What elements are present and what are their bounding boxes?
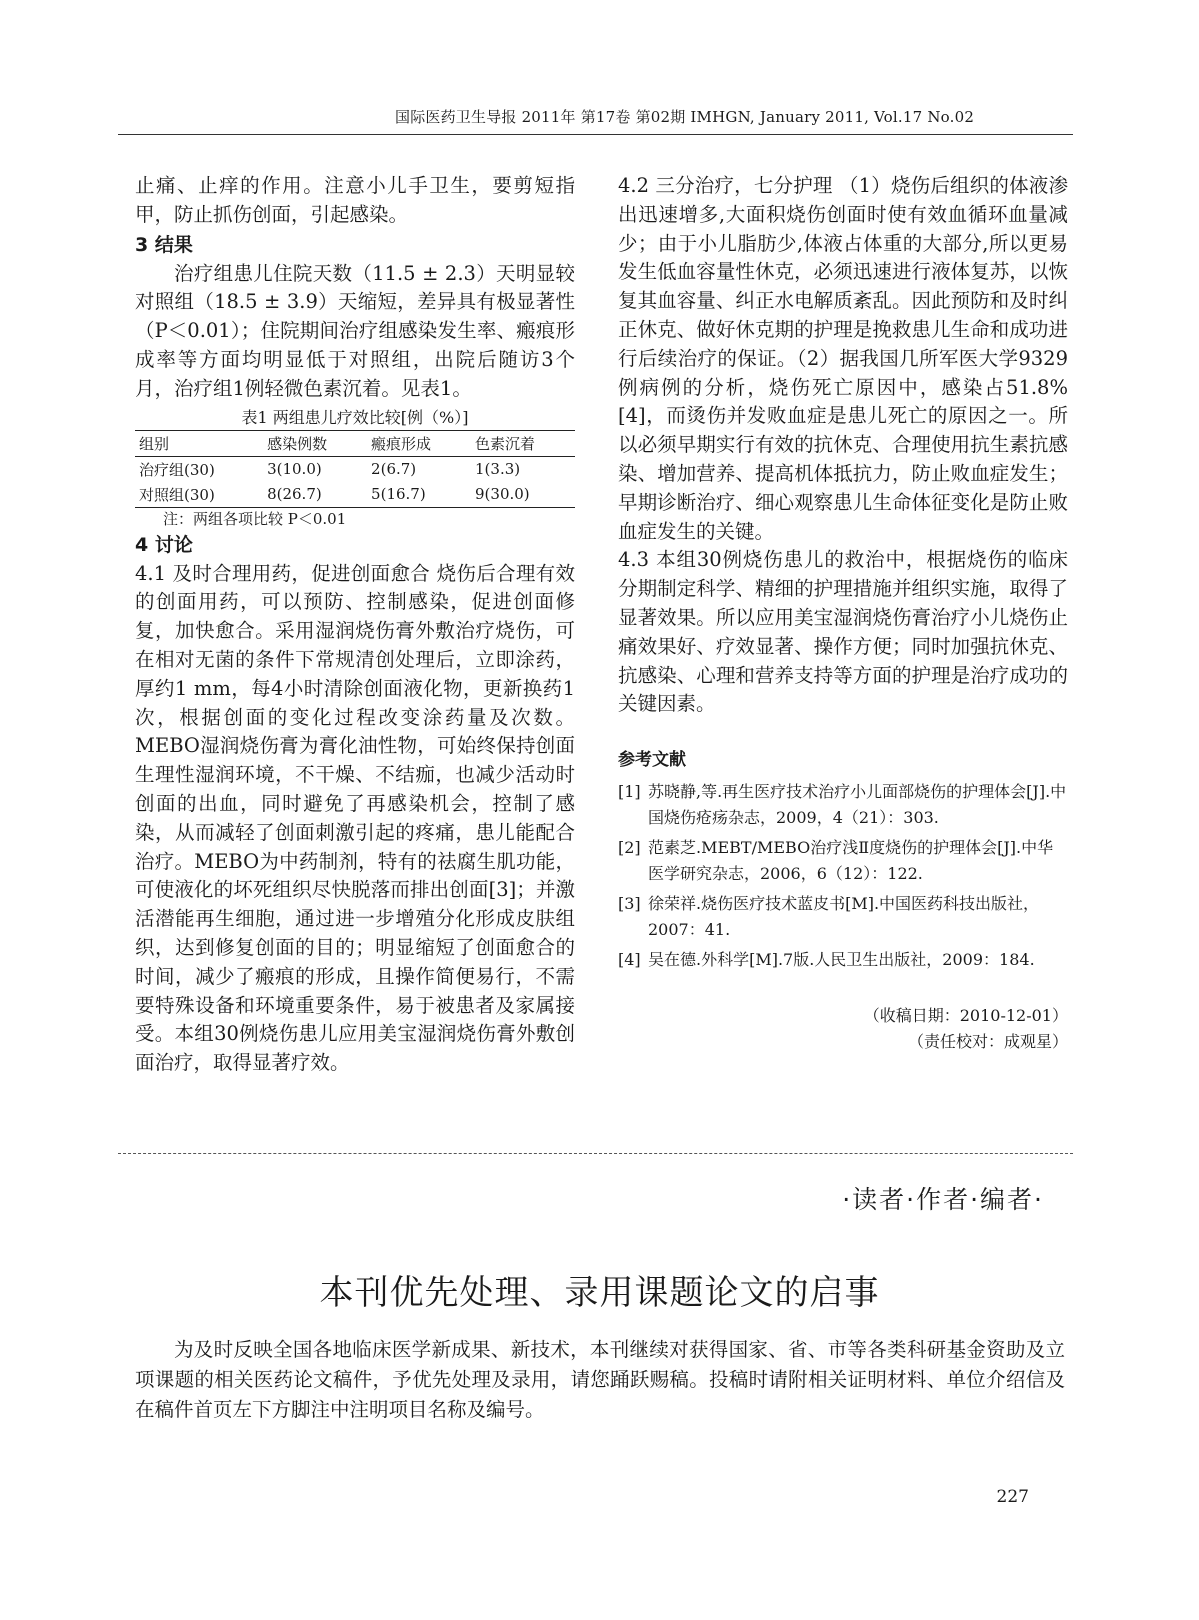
page-number: 227 (996, 1487, 1029, 1507)
section-4-title: 4 讨论 (135, 533, 193, 556)
table-note: 注：两组各项比较 P＜0.01 (163, 509, 347, 528)
table-cell: 9(30.0) (475, 485, 530, 504)
reference-item (618, 947, 1068, 973)
reference-item (618, 835, 1068, 887)
table-cell: 治疗组(30) (139, 460, 215, 479)
section-tag: ·读者·作者·编者· (842, 1185, 1044, 1214)
section-4-2-paragraph: 4.2 三分治疗，七分护理 （1）烧伤后组织的体液渗出迅速增多,大面积烧伤创面时使有效血循环血量减少；由于小儿脂肪少,体液占体重的大部分,所以更易发生低血容量性休克，必须迅速进行液体复苏，以恢复其血容量、纠正水电解质紊乱。因此预防和及时纠正休克、做好休克期的护理是挽救患儿生命和成功进行后续治疗的保证。（2）据我国几所军医大学9329例病例的分析，烧伤死亡原因中，感染占51.8%[4]，而烫伤并发败血症是患儿死亡的原因之一。所以必须早期实行有效的抗休克、合理使用抗生素抗感染、增加营养、提高机体抵抗力，防止败血症发生；早期诊断治疗、细心观察患儿生命体征变化是防止败血症发生的关键。 (618, 174, 1068, 543)
table-cell: 2(6.7) (371, 460, 417, 479)
table-cell: 1(3.3) (475, 460, 521, 479)
table-row (135, 482, 575, 508)
table-cell: 3(10.0) (267, 460, 322, 479)
table-header-cell: 组别 (135, 430, 263, 456)
reference-number: [3] (618, 894, 641, 914)
section-4-3-paragraph: 4.3 本组30例烧伤患儿的救治中，根据烧伤的临床分期制定科学、精细的护理措施并组织实施，取得了显著效果。所以应用美宝湿润烧伤膏治疗小儿烧伤止痛效果好、疗效显著、操作方便；同时加强抗休克、抗感染、心理和营养支持等方面的护理是治疗成功的关键因素。 (618, 548, 1068, 716)
left-column (135, 172, 575, 1078)
table-header-cell: 色素沉着 (471, 430, 575, 456)
table-cell: 5(16.7) (371, 485, 426, 504)
reference-number: [2] (618, 838, 641, 858)
right-column (618, 172, 1068, 1055)
table-header-cell: 感染例数 (263, 430, 367, 456)
running-header: 国际医药卫生导报 2011年 第17卷 第02期 IMHGN, January 2011, Vol.17 No.02 (395, 108, 975, 126)
reference-item (618, 891, 1068, 943)
reference-text: 吴在德.外科学[M].7版.人民卫生出版社，2009：184. (648, 950, 1035, 970)
received-date: （收稿日期：2010-12-01） (863, 1006, 1068, 1026)
reference-item (618, 779, 1068, 831)
header-rule (118, 134, 1073, 135)
section-4-1-paragraph: 4.1 及时合理用药，促进创面愈合 烧伤后合理有效的创面用药，可以预防、控制感染，促进创面修复，加快愈合。采用湿润烧伤膏外敷治疗烧伤，可在相对无菌的条件下常规清创处理后，立即涂药，厚约1 mm，每4小时清除创面液化物，更新换药1次，根据创面的变化过程改变涂药量及次数。MEBO湿润烧伤膏为膏化油性物，可始终保持创面生理性湿润环境，不干燥、不结痂，也减少活动时创面的出血，同时避免了再感染机会，控制了感染，从而减轻了创面刺激引起的疼痛，患儿能配合治疗。MEBO为中药制剂，特有的祛腐生肌功能，可使液化的坏死组织尽快脱落而排出创面[3]；并激活潜能再生细胞，通过进一步增殖分化形成皮肤组织，达到修复创面的目的；明显缩短了创面愈合的时间，减少了瘢痕的形成，且操作简便易行，不需要特殊设备和环境重要条件，易于被患者及家属接受。本组30例烧伤患儿应用美宝湿润烧伤膏外敷创面治疗，取得显著疗效。 (135, 561, 575, 1075)
proofreader: （责任校对：成观星） (907, 1032, 1068, 1052)
reference-number: [4] (618, 950, 641, 970)
notice-title: 本刊优先处理、录用课题论文的启事 (319, 1273, 880, 1313)
table-cell: 8(26.7) (267, 485, 322, 504)
table-header-row (135, 430, 575, 456)
notice-body: 为及时反映全国各地临床医学新成果、新技术，本刊继续对获得国家、省、市等各类科研基金资助及立项课题的相关医药论文稿件，予优先处理及录用，请您踊跃赐稿。投稿时请附相关证明材料、单位介绍信及在稿件首页左下方脚注中注明项目名称及编号。 (135, 1338, 1065, 1421)
intro-paragraph: 止痛、止痒的作用。注意小儿手卫生，要剪短指甲，防止抓伤创面，引起感染。 (135, 174, 575, 226)
reference-text: 徐荣祥.烧伤医疗技术蓝皮书[M].中国医药科技出版社，2007：41. (648, 894, 1040, 940)
table-header-cell: 瘢痕形成 (367, 430, 471, 456)
references-title: 参考文献 (618, 750, 686, 771)
section-divider (118, 1153, 1073, 1154)
reference-number: [1] (618, 782, 641, 802)
section-3-paragraph: 治疗组患儿住院天数（11.5 ± 2.3）天明显较对照组（18.5 ± 3.9）天缩短，差异具有极显著性（P＜0.01）；住院期间治疗组感染发生率、瘢痕形成率等方面均明显低于对照组，出院后随访3个月，治疗组1例轻微色素沉着。见表1。 (135, 261, 575, 400)
reference-text: 苏晓静,等.再生医疗技术治疗小儿面部烧伤的护理体会[J].中国烧伤疮疡杂志，2009，4（21）：303. (648, 782, 1067, 828)
results-table (135, 430, 575, 508)
table-row (135, 456, 575, 482)
table-cell: 对照组(30) (139, 485, 215, 504)
reference-text: 范素芝.MEBT/MEBO治疗浅Ⅱ度烧伤的护理体会[J].中华医学研究杂志，2006，6（12）：122. (648, 838, 1054, 884)
table-caption: 表1 两组患儿疗效比较[例（%）] (241, 407, 469, 427)
section-3-title: 3 结果 (135, 233, 193, 256)
